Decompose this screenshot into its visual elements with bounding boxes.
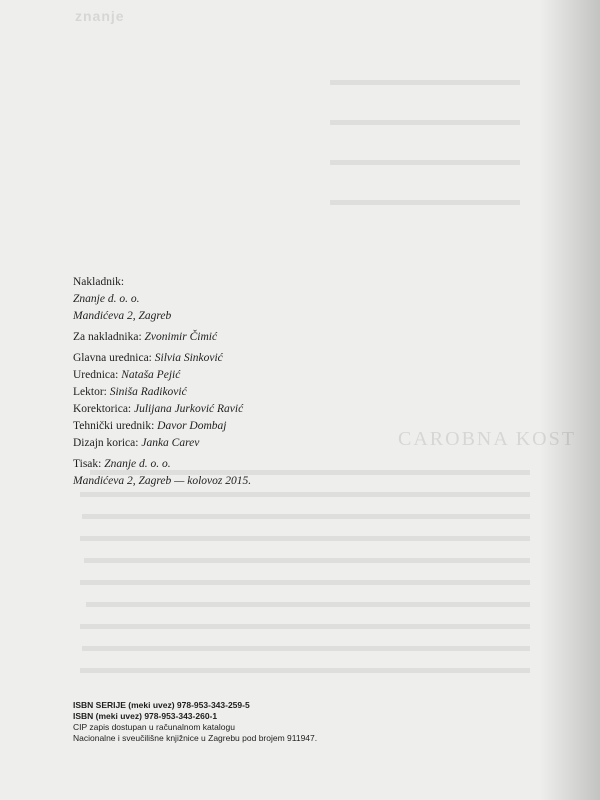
staff-label: Urednica: bbox=[73, 369, 119, 381]
staff-value: Silvia Sinković bbox=[154, 352, 223, 364]
staff-row bbox=[73, 385, 433, 399]
print-name: Znanje d. o. o. bbox=[104, 458, 171, 470]
staff-row bbox=[73, 351, 433, 365]
staff-row bbox=[73, 368, 433, 382]
publisher-label: Nakladnik: bbox=[73, 276, 125, 288]
bleed-line bbox=[330, 120, 520, 125]
isbn-book: ISBN (meki uvez) 978-953-343-260-1 bbox=[73, 711, 218, 721]
isbn-series: ISBN SERIJE (meki uvez) 978-953-343-259-5 bbox=[73, 700, 250, 710]
staff-value: Nataša Pejić bbox=[121, 369, 181, 381]
bleed-line bbox=[80, 580, 530, 585]
bleed-line bbox=[80, 624, 530, 629]
page-edge-shadow bbox=[540, 0, 600, 800]
staff-label: Glavna urednica: bbox=[73, 352, 152, 364]
publisher-group bbox=[73, 275, 433, 323]
cip-line: Nacionalne i sveučilišne knjižnice u Zagrebu pod brojem 911947. bbox=[73, 733, 318, 743]
bleed-line bbox=[84, 558, 530, 563]
publisher-address: Mandićeva 2, Zagreb bbox=[73, 310, 172, 322]
bleed-heading-text: CAROBNA KOST bbox=[398, 428, 576, 450]
print-group bbox=[73, 457, 433, 488]
staff-label: Tehnički urednik: bbox=[73, 420, 155, 432]
for-publisher-value: Zvonimir Čimić bbox=[144, 331, 218, 343]
bleed-line bbox=[330, 80, 520, 85]
staff-row bbox=[73, 436, 433, 450]
staff-value: Janka Carev bbox=[141, 437, 200, 449]
bleed-line bbox=[80, 536, 530, 541]
for-publisher-label: Za nakladnika: bbox=[73, 331, 142, 343]
staff-label: Lektor: bbox=[73, 386, 107, 398]
bleed-line bbox=[330, 160, 520, 165]
staff-value: Siniša Radiković bbox=[109, 386, 187, 398]
cip-line: CIP zapis dostupan u računalnom katalogu bbox=[73, 722, 235, 732]
print-address-date: Mandićeva 2, Zagreb — kolovoz 2015. bbox=[73, 475, 252, 487]
staff-label: Dizajn korica: bbox=[73, 437, 139, 449]
print-label: Tisak: bbox=[73, 458, 102, 470]
staff-row bbox=[73, 402, 433, 416]
for-publisher-group bbox=[73, 330, 433, 344]
staff-group bbox=[73, 351, 433, 450]
staff-value: Julijana Jurković Ravić bbox=[134, 403, 244, 415]
bleed-line bbox=[330, 200, 520, 205]
bleed-line bbox=[86, 602, 530, 607]
staff-value: Davor Dombaj bbox=[157, 420, 227, 432]
staff-row bbox=[73, 419, 433, 433]
staff-label: Korektorica: bbox=[73, 403, 132, 415]
publisher-name: Znanje d. o. o. bbox=[73, 293, 140, 305]
imprint-block bbox=[73, 275, 433, 495]
bleed-line bbox=[82, 514, 530, 519]
bleed-header-text: znanje bbox=[75, 8, 125, 24]
bleed-line bbox=[82, 646, 530, 651]
isbn-block bbox=[73, 700, 413, 744]
bleed-line bbox=[80, 668, 530, 673]
